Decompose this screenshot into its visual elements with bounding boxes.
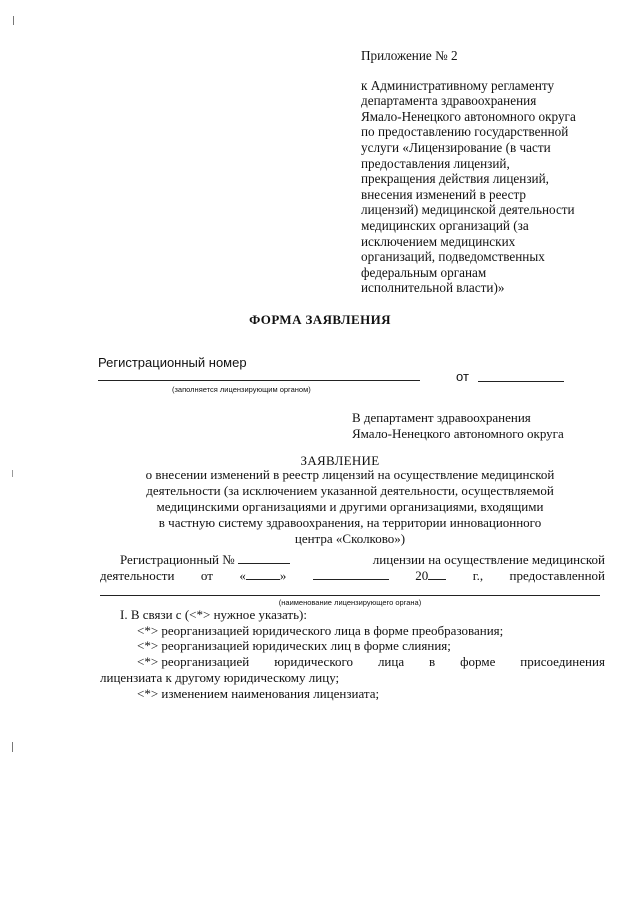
reason-item[interactable]: <*> реорганизацией юридического лица в форме присоединения: [137, 654, 605, 670]
scan-artifact: [12, 742, 13, 752]
appendix-text: [361, 78, 611, 296]
addressee-line: В департамент здравоохранения: [352, 410, 531, 425]
license-year-field[interactable]: [428, 568, 446, 580]
reasons-heading: I. В связи с (<*> нужное указать):: [120, 607, 307, 622]
reason-item[interactable]: <*> реорганизацией юридического лица в форме преобразования;: [137, 622, 504, 638]
reason-item-continuation: лицензиата к другому юридическому лицу;: [100, 669, 340, 685]
appendix-line: медицинских организаций (за: [361, 217, 529, 233]
license-day-field[interactable]: [246, 568, 280, 580]
licensing-authority-field[interactable]: [100, 595, 600, 596]
license-number-text: Регистрационный №: [120, 552, 290, 568]
appendix-line: предоставления лицензий,: [361, 155, 510, 171]
reasons-section: [100, 607, 605, 701]
registration-date-label: от: [456, 369, 469, 384]
appendix-line: департамента здравоохранения: [361, 93, 537, 109]
appendix-line: внесения изменений в реестр: [361, 186, 526, 202]
statement-title: ЗАЯВЛЕНИЕ: [300, 453, 380, 468]
form-title: ФОРМА ЗАЯВЛЕНИЯ: [249, 312, 391, 327]
appendix-line: лицензий) медицинской деятельности: [361, 202, 575, 218]
registration-note: (заполняется лицензирующим органом): [172, 385, 311, 394]
reason-item[interactable]: <*> реорганизацией юридических лиц в форме слияния;: [137, 638, 451, 654]
appendix-line: услуги «Лицензирование (в части: [361, 139, 551, 155]
license-year: 20: [415, 568, 446, 584]
license-row-1: [100, 552, 605, 568]
statement-subtitle: [60, 467, 640, 547]
license-row-2: деятельности от « » 20 г., предоставленной: [100, 568, 605, 583]
registration-number-field[interactable]: [98, 380, 420, 381]
registration-number-label: Регистрационный номер: [98, 355, 247, 370]
subtitle-line: о внесении изменений в реестр лицензий на осуществление медицинской: [145, 467, 555, 482]
appendix-header: [361, 48, 611, 296]
license-date-day: « »: [239, 568, 287, 583]
appendix-line: исполнительной власти)»: [361, 280, 505, 296]
registration-date-field[interactable]: [478, 381, 564, 382]
appendix-line: исключением медицинских: [361, 233, 516, 249]
appendix-line: организаций, подведомственных: [361, 249, 545, 265]
subtitle-line: деятельности (за исключением указанной деятельности, осуществляемой: [146, 483, 554, 498]
addressee-line: Ямало-Ненецкого автономного округа: [352, 426, 564, 441]
license-text: лицензии на осуществление медицинской: [372, 552, 605, 567]
authority-note: (наименование лицензирующего органа): [278, 598, 422, 607]
appendix-line: Ямало-Ненецкого автономного округа: [361, 108, 576, 124]
subtitle-line: в частную систему здравоохранения, на территории инновационного: [158, 515, 542, 530]
appendix-line: по предоставлению государственной: [361, 124, 569, 140]
license-paragraph: [100, 552, 605, 584]
addressee: [352, 410, 564, 442]
appendix-line: к Административному регламенту: [361, 77, 555, 93]
subtitle-line: центра «Сколково»): [294, 531, 406, 546]
subtitle-line: медицинскими организациями и другими организациями, входящими: [156, 499, 544, 514]
reason-item[interactable]: <*> изменением наименования лицензиата;: [137, 685, 380, 701]
scan-artifact: [13, 16, 14, 25]
license-number-field[interactable]: [238, 552, 290, 564]
appendix-line: прекращения действия лицензий,: [361, 171, 549, 187]
appendix-number: Приложение № 2: [361, 48, 458, 63]
appendix-line: федеральным органам: [361, 264, 487, 280]
license-month-field[interactable]: [313, 568, 389, 580]
scan-artifact: [12, 470, 13, 477]
